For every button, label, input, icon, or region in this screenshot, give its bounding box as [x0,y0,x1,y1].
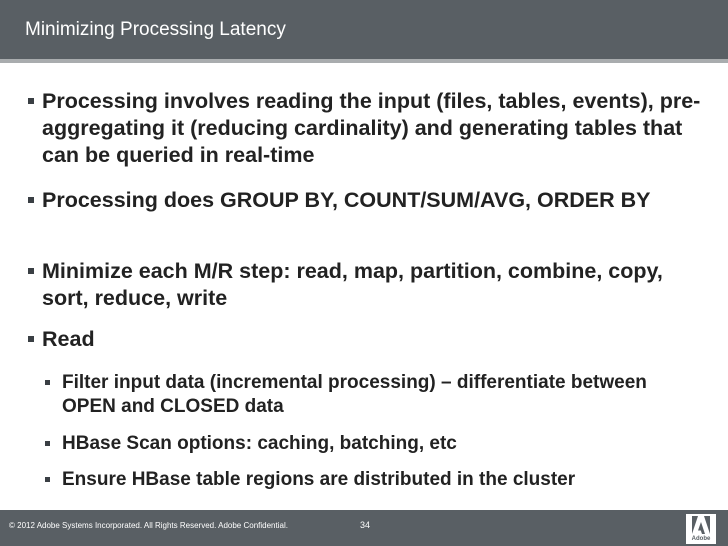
title-divider [0,59,728,63]
bullet-text: Minimize each M/R step: read, map, partition, combine, copy, sort, reduce, write [42,259,663,310]
bullet-marker-icon [45,477,50,482]
bullet-marker-icon [28,98,34,104]
bullet-marker-icon [45,441,50,446]
logo-wordmark: Adobe [691,536,711,542]
bullet-item [42,258,702,312]
sub-bullet-item [62,432,702,456]
sub-bullet-item [62,371,702,419]
footer-bar [0,510,728,546]
copyright-text: © 2012 Adobe Systems Incorporated. All Rights Reserved. Adobe Confidential. [9,521,288,530]
bullet-marker-icon [28,268,34,274]
bullet-text: Read [42,327,95,351]
bullet-item [42,88,702,169]
bullet-item [42,326,702,353]
sub-bullet-text: Filter input data (incremental processing) – differentiate between OPEN and CLOSED data [62,372,647,417]
bullet-text: Processing involves reading the input (files, tables, events), pre-aggregating it (reducing cardinality) and generating tables that can be queried in real-time [42,89,701,167]
page-number: 34 [360,520,371,530]
bullet-marker-icon [28,197,34,203]
sub-bullet-text: HBase Scan options: caching, batching, etc [62,433,457,454]
sub-bullet-text: Ensure HBase table regions are distributed in the cluster [62,469,576,490]
adobe-logo-icon [692,516,710,534]
bullet-marker-icon [45,380,50,385]
sub-bullet-item [62,468,702,492]
bullet-marker-icon [28,336,34,342]
slide-title: Minimizing Processing Latency [25,19,286,40]
bullet-item [42,187,702,214]
title-bar [0,0,728,59]
bullet-text: Processing does GROUP BY, COUNT/SUM/AVG, ORDER BY [42,188,651,212]
adobe-logo [686,514,716,544]
